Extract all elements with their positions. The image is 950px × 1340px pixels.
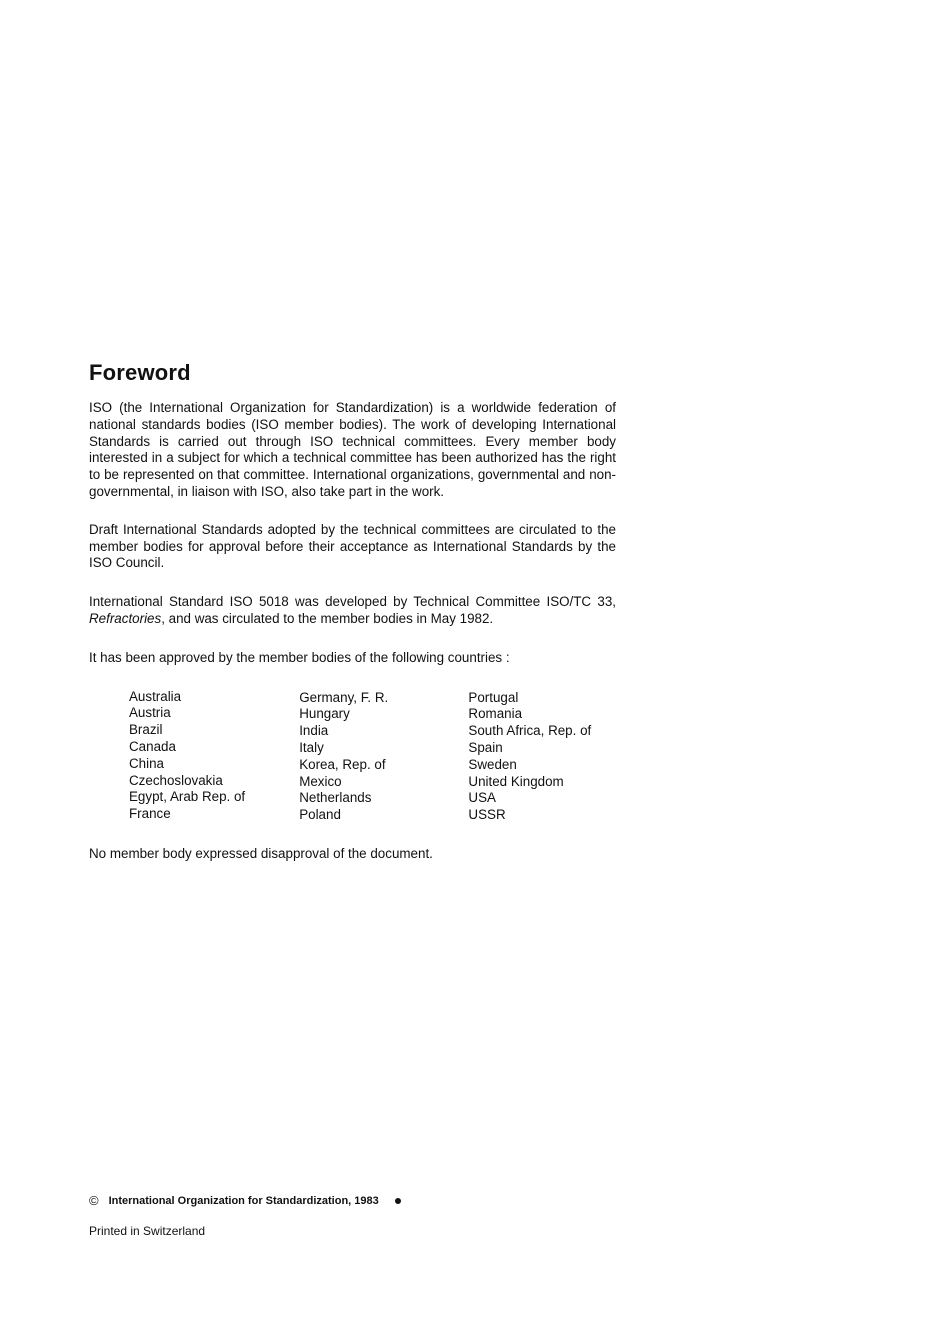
country-item: Poland — [299, 807, 341, 823]
paragraph-3-text-start: International Standard ISO 5018 was developed by Technical Committee ISO/TC 33, — [89, 594, 616, 610]
countries-column-1 — [129, 689, 299, 824]
country-item: France — [129, 806, 171, 822]
countries-column-2 — [299, 689, 468, 824]
foreword-paragraph-4: It has been approved by the member bodies of the following countries : — [89, 649, 510, 665]
foreword-section — [89, 360, 616, 863]
foreword-paragraph-5: No member body expressed disapproval of the document. — [89, 845, 433, 861]
copyright-icon: © — [89, 1193, 99, 1208]
country-item: Mexico — [299, 773, 342, 789]
bullet-icon — [395, 1198, 401, 1204]
country-item: Australia — [129, 688, 182, 704]
country-item: Hungary — [299, 706, 350, 722]
country-item: India — [299, 723, 329, 739]
country-item: Netherlands — [299, 790, 372, 806]
foreword-paragraph-3 — [89, 594, 616, 628]
member-countries-list — [129, 689, 616, 824]
foreword-paragraph-2: Draft International Standards adopted by the technical committees are circulated to the member bodies for approval before their acceptance as International Standards by the ISO Council. — [89, 521, 616, 571]
country-item: Romania — [468, 706, 523, 722]
country-item: Sweden — [468, 756, 517, 772]
foreword-title: Foreword — [89, 360, 191, 385]
committee-title-italic: Refractories — [89, 610, 162, 626]
page-footer — [89, 1194, 401, 1238]
country-item: Italy — [299, 739, 324, 755]
country-item: Spain — [468, 739, 503, 755]
country-item: Korea, Rep. of — [299, 756, 386, 772]
country-item: Germany, F. R. — [299, 689, 389, 705]
copyright-line — [89, 1194, 401, 1208]
printed-location: Printed in Switzerland — [89, 1224, 206, 1238]
country-item: South Africa, Rep. of — [468, 723, 592, 739]
countries-column-3 — [468, 689, 616, 824]
country-item: Brazil — [129, 722, 163, 738]
country-item: Egypt, Arab Rep. of — [129, 789, 246, 805]
foreword-paragraph-1: ISO (the International Organization for Standardization) is a worldwide federation of national standards bodies (ISO member bodies). The work of developing International Standards is carried out through ISO technical committees. Every member body interested in a subject for which a technical committee has been authorized has the right to be represented on that committee. International organizations, governmental and non-governmental, in liaison with ISO, also take part in the work. — [89, 400, 616, 499]
country-item: USSR — [468, 807, 506, 823]
paragraph-3-text-end: , and was circulated to the member bodies in May 1982. — [161, 610, 494, 626]
country-item: USA — [468, 790, 496, 806]
copyright-text: International Organization for Standardization, 1983 — [108, 1195, 379, 1207]
country-item: Czechoslovakia — [129, 772, 223, 788]
country-item: Canada — [129, 738, 176, 754]
country-item: United Kingdom — [468, 773, 564, 789]
country-item: China — [129, 755, 164, 771]
country-item: Portugal — [468, 689, 519, 705]
country-item: Austria — [129, 705, 171, 721]
